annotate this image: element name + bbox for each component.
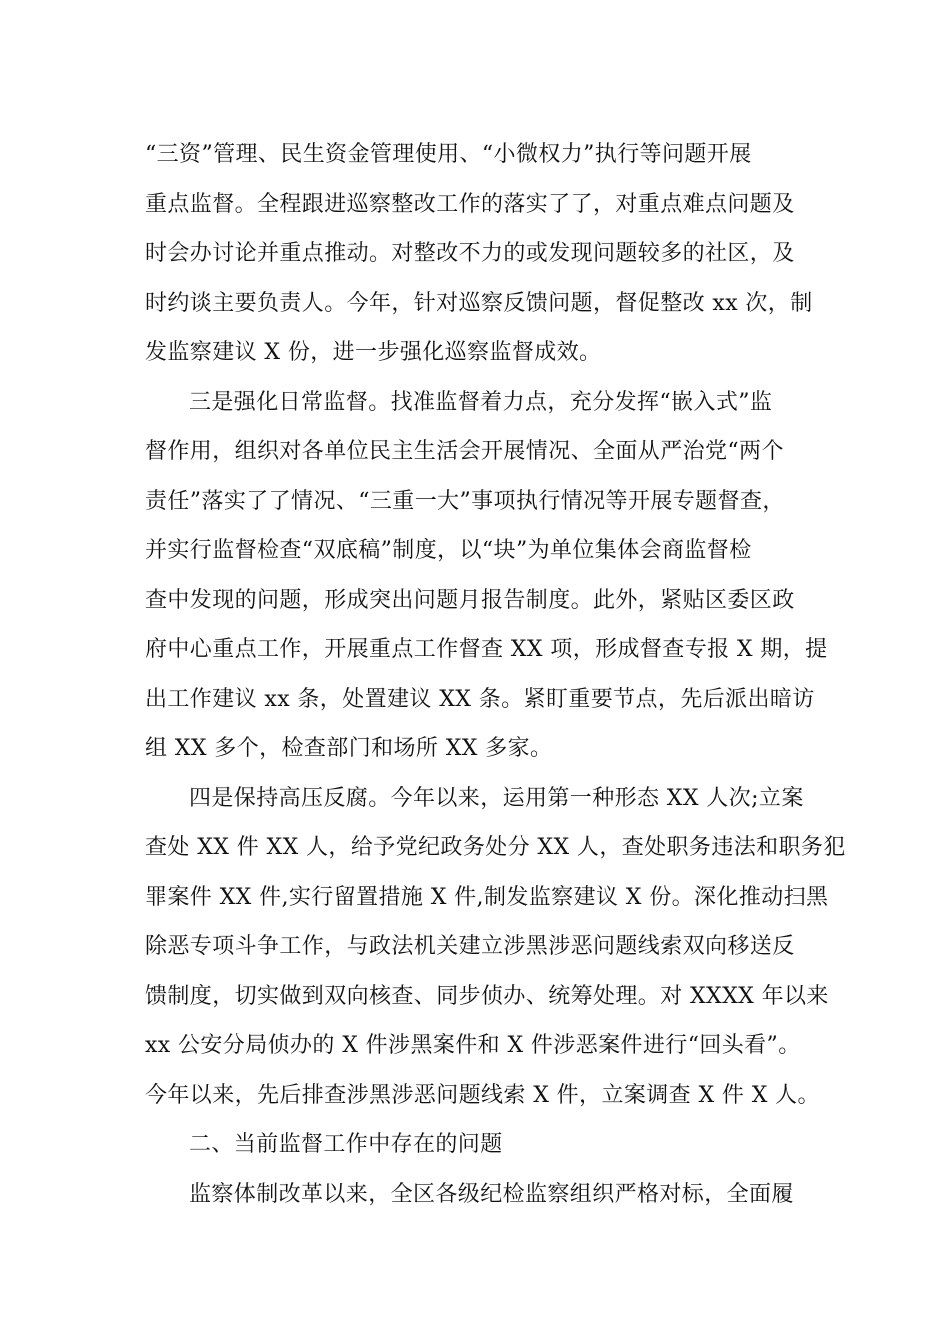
text-line: 监察体制改革以来，全区各级纪检监察组织严格对标，全面履 bbox=[189, 1181, 794, 1207]
text-line: 查中发现的问题，形成突出问题月报告制度。此外，紧贴区委区政 bbox=[145, 587, 795, 613]
text-line: 督作用，组织对各单位民主生活会开展情况、全面从严治党“两个 bbox=[145, 439, 784, 464]
text-line: 并实行监督检查“双底稿”制度，以“块”为单位集体会商监督检 bbox=[145, 538, 752, 563]
text-line: 除恶专项斗争工作，与政法机关建立涉黑涉恶问题线索双向移送反 bbox=[145, 934, 795, 959]
text-line: “三资”管理、民生资金管理使用、“小微权力”执行等问题开展 bbox=[145, 142, 752, 167]
text-line: xx 公安分局侦办的 X 件涉黑案件和 X 件涉恶案件进行“回头看”。 bbox=[145, 1033, 801, 1058]
text-line: 时会办讨论并重点推动。对整改不力的或发现问题较多的社区，及 bbox=[145, 241, 795, 266]
text-line: 四是保持高压反腐。今年以来，运用第一种形态 XX 人次;立案 bbox=[189, 785, 804, 811]
text-line: 罪案件 XX 件,实行留置措施 X 件,制发监察建议 X 份。深化推动扫黑 bbox=[145, 884, 829, 910]
text-line: 组 XX 多个，检查部门和场所 XX 多家。 bbox=[145, 736, 553, 761]
text-line: 馈制度，切实做到双向核查、同步侦办、统筹处理。对 XXXX 年以来 bbox=[145, 983, 829, 1009]
document-body bbox=[145, 130, 846, 1219]
text-line: 三是强化日常监督。找准监督着力点，充分发挥“嵌入式”监 bbox=[189, 389, 773, 415]
text-line: 出工作建议 xx 条，处置建议 XX 条。紧盯重要节点，先后派出暗访 bbox=[145, 686, 815, 712]
text-line: 重点监督。全程跟进巡察整改工作的落实了了，对重点难点问题及 bbox=[145, 191, 795, 217]
text-line: 责任”落实了了情况、“三重一大”事项执行情况等开展专题督查， bbox=[145, 488, 785, 514]
text-line: 查处 XX 件 XX 人，给予党纪政务处分 XX 人，查处职务违法和职务犯 bbox=[145, 835, 846, 860]
text-line: 今年以来，先后排查涉黑涉恶问题线索 X 件，立案调查 X 件 X 人。 bbox=[145, 1082, 820, 1108]
text-line: 发监察建议 X 份，进一步强化巡察监督成效。 bbox=[145, 340, 602, 365]
text-line: 时约谈主要负责人。今年，针对巡察反馈问题，督促整改 xx 次，制 bbox=[145, 290, 813, 316]
text-line: 府中心重点工作，开展重点工作督查 XX 项，形成督查专报 X 期，提 bbox=[145, 637, 828, 662]
text-line: 二、当前监督工作中存在的问题 bbox=[189, 1132, 503, 1157]
